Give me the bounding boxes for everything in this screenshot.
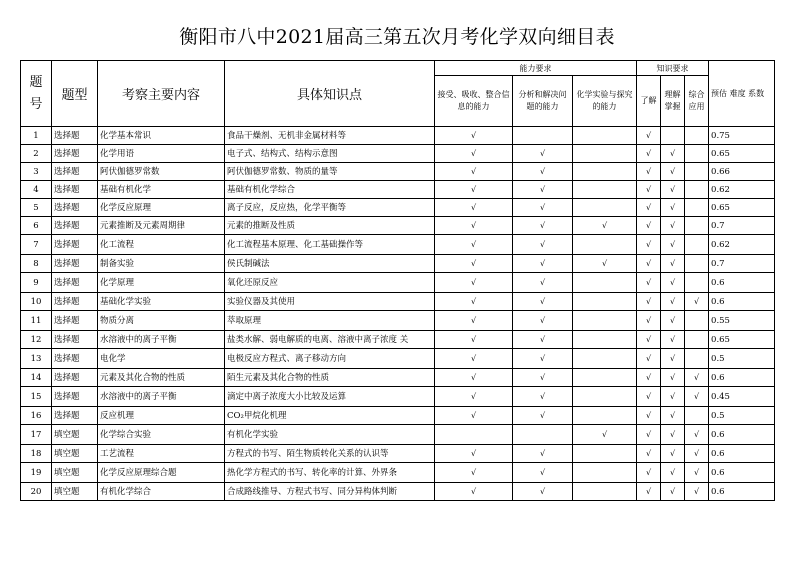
knowledge-check-2: √ <box>661 181 685 199</box>
row-number: 6 <box>21 217 52 235</box>
ability-check-3 <box>573 349 637 369</box>
row-content: 工艺流程 <box>98 445 225 463</box>
table-body <box>21 127 775 501</box>
row-type: 选择题 <box>52 235 98 255</box>
table-row <box>21 331 775 349</box>
row-content: 制备实验 <box>98 255 225 273</box>
header-no: 题 号 <box>21 61 52 127</box>
knowledge-check-2: √ <box>661 145 685 163</box>
knowledge-check-1: √ <box>637 217 661 235</box>
ability-check-3 <box>573 199 637 217</box>
ability-check-1: √ <box>435 127 513 145</box>
row-type: 选择题 <box>52 217 98 235</box>
row-number: 15 <box>21 387 52 407</box>
row-knowledge: 氧化还原反应 <box>225 273 435 293</box>
row-content: 有机化学综合 <box>98 483 225 501</box>
ability-check-1: √ <box>435 145 513 163</box>
ability-check-2: √ <box>513 483 573 501</box>
row-content: 化学反应原理 <box>98 199 225 217</box>
row-difficulty: 0.6 <box>709 293 775 311</box>
row-content: 化学原理 <box>98 273 225 293</box>
row-number: 11 <box>21 311 52 331</box>
header-difficulty: 预估 难度 系数 <box>709 61 775 127</box>
header-type: 题型 <box>52 61 98 127</box>
header-know-3: 综合 应用 <box>685 76 709 127</box>
row-type: 选择题 <box>52 349 98 369</box>
ability-check-1: √ <box>435 483 513 501</box>
table-row <box>21 145 775 163</box>
table-row <box>21 445 775 463</box>
row-content: 基础有机化学 <box>98 181 225 199</box>
spec-table <box>20 60 775 501</box>
table-row <box>21 463 775 483</box>
row-difficulty: 0.7 <box>709 255 775 273</box>
knowledge-check-1: √ <box>637 369 661 387</box>
knowledge-check-2: √ <box>661 293 685 311</box>
knowledge-check-3 <box>685 163 709 181</box>
ability-check-3 <box>573 145 637 163</box>
row-number: 1 <box>21 127 52 145</box>
knowledge-check-3 <box>685 349 709 369</box>
knowledge-check-3 <box>685 235 709 255</box>
ability-check-2: √ <box>513 331 573 349</box>
knowledge-check-3 <box>685 199 709 217</box>
row-content: 物质分离 <box>98 311 225 331</box>
row-knowledge: 陌生元素及其化合物的性质 <box>225 369 435 387</box>
table-row <box>21 483 775 501</box>
row-difficulty: 0.6 <box>709 463 775 483</box>
knowledge-check-3 <box>685 331 709 349</box>
ability-check-3 <box>573 445 637 463</box>
knowledge-check-3: √ <box>685 387 709 407</box>
row-difficulty: 0.62 <box>709 235 775 255</box>
row-content: 元素推断及元素周期律 <box>98 217 225 235</box>
knowledge-check-3: √ <box>685 293 709 311</box>
ability-check-2: √ <box>513 235 573 255</box>
knowledge-check-1: √ <box>637 293 661 311</box>
header-ability-group: 能力要求 <box>435 61 637 76</box>
row-knowledge: 元素的推断及性质 <box>225 217 435 235</box>
knowledge-check-3 <box>685 181 709 199</box>
row-type: 填空题 <box>52 425 98 445</box>
row-knowledge: 食品干燥剂、无机非金属材料等 <box>225 127 435 145</box>
row-knowledge: 实验仪器及其使用 <box>225 293 435 311</box>
row-content: 化工流程 <box>98 235 225 255</box>
row-content: 反应机理 <box>98 407 225 425</box>
table-row <box>21 181 775 199</box>
ability-check-1: √ <box>435 199 513 217</box>
ability-check-2: √ <box>513 293 573 311</box>
knowledge-check-1: √ <box>637 127 661 145</box>
header-ability-2: 分析和解决问题的能力 <box>513 76 573 127</box>
ability-check-1: √ <box>435 463 513 483</box>
knowledge-check-1: √ <box>637 331 661 349</box>
knowledge-check-2: √ <box>661 235 685 255</box>
ability-check-3 <box>573 163 637 181</box>
row-knowledge: CO₂甲烷化机理 <box>225 407 435 425</box>
knowledge-check-1: √ <box>637 463 661 483</box>
row-difficulty: 0.5 <box>709 349 775 369</box>
row-type: 选择题 <box>52 181 98 199</box>
row-difficulty: 0.45 <box>709 387 775 407</box>
row-difficulty: 0.62 <box>709 181 775 199</box>
ability-check-2: √ <box>513 145 573 163</box>
row-content: 基础化学实验 <box>98 293 225 311</box>
knowledge-check-3 <box>685 255 709 273</box>
knowledge-check-2: √ <box>661 163 685 181</box>
row-content: 化学用语 <box>98 145 225 163</box>
row-type: 选择题 <box>52 387 98 407</box>
ability-check-3 <box>573 331 637 349</box>
knowledge-check-2: √ <box>661 255 685 273</box>
ability-check-3 <box>573 293 637 311</box>
row-difficulty: 0.6 <box>709 445 775 463</box>
knowledge-check-1: √ <box>637 483 661 501</box>
ability-check-1 <box>435 425 513 445</box>
knowledge-check-3: √ <box>685 463 709 483</box>
row-knowledge: 阿伏伽德罗常数、物质的量等 <box>225 163 435 181</box>
knowledge-check-2: √ <box>661 331 685 349</box>
row-number: 16 <box>21 407 52 425</box>
ability-check-2: √ <box>513 349 573 369</box>
row-number: 7 <box>21 235 52 255</box>
knowledge-check-2: √ <box>661 425 685 445</box>
knowledge-check-2: √ <box>661 199 685 217</box>
row-number: 12 <box>21 331 52 349</box>
table-row <box>21 407 775 425</box>
row-content: 化学基本常识 <box>98 127 225 145</box>
row-number: 10 <box>21 293 52 311</box>
row-difficulty: 0.65 <box>709 331 775 349</box>
ability-check-1: √ <box>435 311 513 331</box>
knowledge-check-3 <box>685 273 709 293</box>
knowledge-check-2: √ <box>661 273 685 293</box>
table-row <box>21 255 775 273</box>
row-content: 电化学 <box>98 349 225 369</box>
knowledge-check-2: √ <box>661 369 685 387</box>
ability-check-1: √ <box>435 181 513 199</box>
table-row <box>21 273 775 293</box>
table-row <box>21 163 775 181</box>
row-content: 阿伏伽德罗常数 <box>98 163 225 181</box>
ability-check-2: √ <box>513 217 573 235</box>
knowledge-check-2: √ <box>661 407 685 425</box>
row-difficulty: 0.7 <box>709 217 775 235</box>
knowledge-check-3 <box>685 145 709 163</box>
row-knowledge: 基础有机化学综合 <box>225 181 435 199</box>
ability-check-1: √ <box>435 293 513 311</box>
page-title: 衡阳市八中2021届高三第五次月考化学双向细目表 <box>179 26 615 48</box>
row-number: 20 <box>21 483 52 501</box>
ability-check-2: √ <box>513 273 573 293</box>
ability-check-2: √ <box>513 407 573 425</box>
row-knowledge: 有机化学实验 <box>225 425 435 445</box>
ability-check-3 <box>573 387 637 407</box>
row-content: 化学综合实验 <box>98 425 225 445</box>
row-type: 选择题 <box>52 255 98 273</box>
knowledge-check-2 <box>661 127 685 145</box>
knowledge-check-1: √ <box>637 181 661 199</box>
header-ability-1: 接受、吸收、整合信息的能力 <box>435 76 513 127</box>
row-knowledge: 热化学方程式的书写、转化率的计算、外界条 <box>225 463 435 483</box>
ability-check-3 <box>573 369 637 387</box>
ability-check-1: √ <box>435 235 513 255</box>
ability-check-3: √ <box>573 425 637 445</box>
row-number: 3 <box>21 163 52 181</box>
row-type: 选择题 <box>52 331 98 349</box>
knowledge-check-2: √ <box>661 387 685 407</box>
row-type: 选择题 <box>52 293 98 311</box>
row-type: 填空题 <box>52 445 98 463</box>
row-knowledge: 化工流程基本原理、化工基础操作等 <box>225 235 435 255</box>
row-difficulty: 0.6 <box>709 425 775 445</box>
row-type: 选择题 <box>52 127 98 145</box>
knowledge-check-1: √ <box>637 163 661 181</box>
ability-check-3 <box>573 273 637 293</box>
knowledge-check-1: √ <box>637 349 661 369</box>
ability-check-3 <box>573 181 637 199</box>
row-content: 元素及其化合物的性质 <box>98 369 225 387</box>
knowledge-check-3 <box>685 127 709 145</box>
ability-check-2: √ <box>513 387 573 407</box>
row-type: 选择题 <box>52 369 98 387</box>
knowledge-check-1: √ <box>637 145 661 163</box>
row-content: 水溶液中的离子平衡 <box>98 387 225 407</box>
row-number: 8 <box>21 255 52 273</box>
row-difficulty: 0.6 <box>709 369 775 387</box>
knowledge-check-3: √ <box>685 483 709 501</box>
row-difficulty: 0.5 <box>709 407 775 425</box>
row-difficulty: 0.75 <box>709 127 775 145</box>
header-know-2: 理解 掌握 <box>661 76 685 127</box>
row-knowledge: 侯氏制碱法 <box>225 255 435 273</box>
header-know-group: 知识要求 <box>637 61 709 76</box>
ability-check-2: √ <box>513 369 573 387</box>
ability-check-1: √ <box>435 349 513 369</box>
knowledge-check-1: √ <box>637 445 661 463</box>
knowledge-check-1: √ <box>637 311 661 331</box>
ability-check-2: √ <box>513 463 573 483</box>
knowledge-check-3: √ <box>685 369 709 387</box>
ability-check-3 <box>573 127 637 145</box>
row-number: 9 <box>21 273 52 293</box>
header-knowledge: 具体知识点 <box>225 61 435 127</box>
row-difficulty: 0.6 <box>709 273 775 293</box>
ability-check-2: √ <box>513 445 573 463</box>
knowledge-check-3 <box>685 407 709 425</box>
knowledge-check-2: √ <box>661 445 685 463</box>
row-difficulty: 0.6 <box>709 483 775 501</box>
ability-check-1: √ <box>435 387 513 407</box>
row-knowledge: 电子式、结构式、结构示意图 <box>225 145 435 163</box>
row-difficulty: 0.65 <box>709 145 775 163</box>
ability-check-2: √ <box>513 199 573 217</box>
ability-check-2 <box>513 425 573 445</box>
table-row <box>21 127 775 145</box>
table-row <box>21 387 775 407</box>
row-knowledge: 方程式的书写、陌生物质转化关系的认识等 <box>225 445 435 463</box>
row-number: 14 <box>21 369 52 387</box>
table-row <box>21 349 775 369</box>
knowledge-check-1: √ <box>637 407 661 425</box>
knowledge-check-1: √ <box>637 273 661 293</box>
row-number: 5 <box>21 199 52 217</box>
table-row <box>21 369 775 387</box>
ability-check-1: √ <box>435 217 513 235</box>
knowledge-check-1: √ <box>637 235 661 255</box>
row-difficulty: 0.65 <box>709 199 775 217</box>
knowledge-check-3: √ <box>685 425 709 445</box>
row-type: 选择题 <box>52 145 98 163</box>
header-ability-3: 化学实验与探究的能力 <box>573 76 637 127</box>
row-knowledge: 电极反应方程式、离子移动方向 <box>225 349 435 369</box>
knowledge-check-2: √ <box>661 349 685 369</box>
knowledge-check-1: √ <box>637 425 661 445</box>
ability-check-1: √ <box>435 445 513 463</box>
ability-check-1: √ <box>435 331 513 349</box>
row-content: 水溶液中的离子平衡 <box>98 331 225 349</box>
knowledge-check-1: √ <box>637 387 661 407</box>
ability-check-2: √ <box>513 181 573 199</box>
row-number: 17 <box>21 425 52 445</box>
ability-check-3 <box>573 311 637 331</box>
row-knowledge: 离子反应，反应热，化学平衡等 <box>225 199 435 217</box>
ability-check-1: √ <box>435 369 513 387</box>
table-row <box>21 217 775 235</box>
row-number: 4 <box>21 181 52 199</box>
knowledge-check-3: √ <box>685 445 709 463</box>
row-knowledge: 滴定中离子浓度大小比较及运算 <box>225 387 435 407</box>
knowledge-check-3 <box>685 217 709 235</box>
ability-check-3 <box>573 407 637 425</box>
row-number: 19 <box>21 463 52 483</box>
row-number: 18 <box>21 445 52 463</box>
row-difficulty: 0.55 <box>709 311 775 331</box>
table-row <box>21 235 775 255</box>
row-difficulty: 0.66 <box>709 163 775 181</box>
knowledge-check-2: √ <box>661 483 685 501</box>
row-number: 2 <box>21 145 52 163</box>
header-know-1: 了解 <box>637 76 661 127</box>
row-type: 填空题 <box>52 483 98 501</box>
ability-check-3: √ <box>573 217 637 235</box>
table-row <box>21 293 775 311</box>
knowledge-check-2: √ <box>661 311 685 331</box>
ability-check-3 <box>573 235 637 255</box>
ability-check-1: √ <box>435 273 513 293</box>
ability-check-2: √ <box>513 255 573 273</box>
ability-check-3: √ <box>573 255 637 273</box>
row-type: 选择题 <box>52 407 98 425</box>
ability-check-2: √ <box>513 163 573 181</box>
ability-check-2 <box>513 127 573 145</box>
knowledge-check-2: √ <box>661 463 685 483</box>
row-type: 选择题 <box>52 199 98 217</box>
ability-check-2: √ <box>513 311 573 331</box>
row-type: 选择题 <box>52 311 98 331</box>
row-type: 选择题 <box>52 273 98 293</box>
ability-check-1: √ <box>435 255 513 273</box>
knowledge-check-2: √ <box>661 217 685 235</box>
row-knowledge: 合成路线推导、方程式书写、同分异构体判断 <box>225 483 435 501</box>
row-type: 填空题 <box>52 463 98 483</box>
row-type: 选择题 <box>52 163 98 181</box>
ability-check-1: √ <box>435 407 513 425</box>
header-content: 考察主要内容 <box>98 61 225 127</box>
row-number: 13 <box>21 349 52 369</box>
row-content: 化学反应原理综合题 <box>98 463 225 483</box>
ability-check-3 <box>573 483 637 501</box>
knowledge-check-1: √ <box>637 199 661 217</box>
ability-check-3 <box>573 463 637 483</box>
table-row <box>21 199 775 217</box>
knowledge-check-1: √ <box>637 255 661 273</box>
ability-check-1: √ <box>435 163 513 181</box>
knowledge-check-3 <box>685 311 709 331</box>
table-row <box>21 425 775 445</box>
row-knowledge: 盐类水解、弱电解质的电离、溶液中离子浓度 关 <box>225 331 435 349</box>
table-row <box>21 311 775 331</box>
row-knowledge: 萃取原理 <box>225 311 435 331</box>
